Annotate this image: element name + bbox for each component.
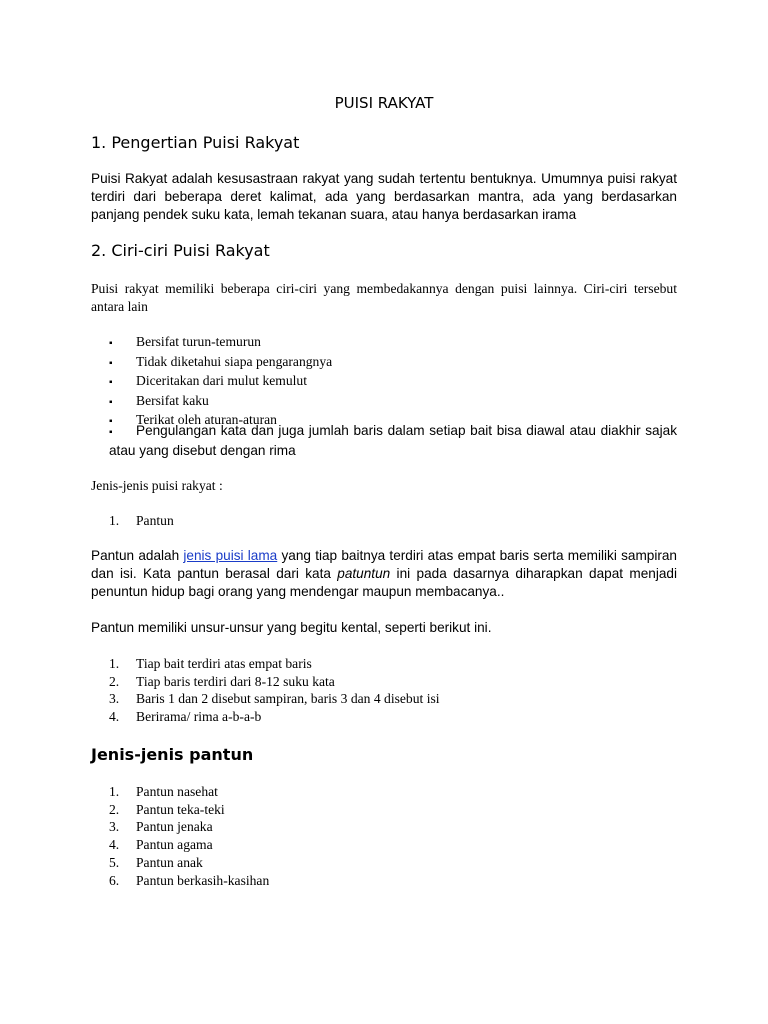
list-item bbox=[109, 854, 677, 872]
list-number: 3. bbox=[109, 819, 120, 835]
unsur-intro: Pantun memiliki unsur-unsur yang begitu kental, seperti berikut ini. bbox=[91, 620, 492, 635]
ciri-last-bullet bbox=[109, 422, 677, 460]
bullet-marker: ▪ bbox=[109, 377, 113, 388]
list-item-text: Baris 1 dan 2 disebut sampiran, baris 3 dan 4 disebut isi bbox=[136, 691, 440, 707]
list-item-text: Pantun teka-teki bbox=[136, 801, 225, 817]
list-item-text: Pengulangan kata dan juga jumlah baris dalam setiap bait bisa diawal atau diakhir sajak atau yang disebut dengan rima bbox=[109, 423, 677, 458]
italic-term: patuntun bbox=[337, 566, 391, 581]
list-item bbox=[109, 372, 677, 392]
jenis-puisi-lama-link[interactable]: jenis puisi lama bbox=[183, 548, 278, 563]
list-number: 4. bbox=[109, 709, 120, 725]
list-item bbox=[109, 690, 677, 708]
list-item-text: Tiap bait terdiri atas empat baris bbox=[136, 656, 312, 671]
list-item-text: Tidak diketahui siapa pengarangnya bbox=[136, 353, 333, 369]
jenis-pantun-list bbox=[109, 783, 677, 889]
unsur-list bbox=[109, 655, 677, 726]
jenis-pantun-heading: Jenis-jenis pantun bbox=[91, 745, 254, 764]
list-item bbox=[109, 333, 677, 353]
bullet-marker: ▪ bbox=[109, 416, 113, 427]
list-item bbox=[109, 512, 677, 530]
list-number: 2. bbox=[109, 673, 120, 689]
list-item-text: Pantun bbox=[136, 513, 174, 528]
list-item-text: Diceritakan dari mulut kemulut bbox=[136, 373, 308, 388]
list-item bbox=[109, 801, 677, 819]
list-number: 4. bbox=[109, 837, 120, 853]
text-run: ini pada dasarnya diharapkan dapat menjadi penuntun hidup bagi orang yang mendengar maupun membacanya.. bbox=[91, 566, 677, 599]
list-item bbox=[109, 836, 677, 854]
list-item-text: Pantun berkasih-kasihan bbox=[136, 872, 270, 888]
list-item-text: Bersifat kaku bbox=[136, 392, 209, 408]
list-number: 1. bbox=[109, 784, 120, 799]
list-item-text: Pantun jenaka bbox=[136, 819, 213, 835]
section1-heading: 1. Pengertian Puisi Rakyat bbox=[91, 133, 300, 152]
list-item-text: Terikat oleh aturan-aturan bbox=[136, 412, 277, 427]
list-item-text: Berirama/ rima a-b-a-b bbox=[136, 709, 262, 725]
jenis-list bbox=[109, 512, 677, 530]
bullet-marker: ▪ bbox=[109, 427, 113, 438]
section2-intro: Puisi rakyat memiliki beberapa ciri-ciri yang membedakannya dengan puisi lainnya. Ciri-ciri tersebut antara lain bbox=[91, 281, 677, 314]
list-item-text: Pantun nasehat bbox=[136, 784, 218, 799]
list-number: 2. bbox=[109, 801, 120, 817]
list-item bbox=[109, 818, 677, 836]
list-number: 5. bbox=[109, 854, 120, 870]
list-item bbox=[109, 872, 677, 890]
section1-paragraph: Puisi Rakyat adalah kesusastraan rakyat yang sudah tertentu bentuknya. Umumnya puisi rakyat terdiri dari beberapa deret kalimat, ada yang berdasarkan mantra, ada yang berdasarkan panjang pendek suku kata, lemah tekanan suara, atau hanya berdasarkan irama bbox=[91, 171, 677, 222]
list-number: 6. bbox=[109, 872, 120, 888]
text-run: Pantun adalah bbox=[91, 548, 184, 563]
list-item bbox=[109, 673, 677, 691]
text-run: yang tiap baitnya terdiri atas empat baris serta memiliki sampiran dan isi. Kata pantun berasal dari kata bbox=[91, 548, 677, 581]
jenis-intro: Jenis-jenis puisi rakyat : bbox=[91, 478, 223, 493]
list-item bbox=[109, 783, 677, 801]
list-item bbox=[109, 655, 677, 673]
bullet-marker: ▪ bbox=[109, 396, 113, 408]
list-item-text: Tiap baris terdiri dari 8-12 suku kata bbox=[136, 673, 335, 689]
bullet-marker: ▪ bbox=[109, 357, 113, 369]
list-item bbox=[109, 392, 677, 412]
list-number: 1. bbox=[109, 656, 120, 671]
bullet-marker: ▪ bbox=[109, 338, 113, 349]
page-title: PUISI RAKYAT bbox=[334, 94, 434, 112]
list-item-text: Bersifat turun-temurun bbox=[136, 334, 261, 349]
list-item-text: Pantun anak bbox=[136, 854, 203, 870]
list-number: 1. bbox=[109, 513, 120, 528]
section2-heading: 2. Ciri-ciri Puisi Rakyat bbox=[91, 241, 270, 260]
list-item bbox=[109, 708, 677, 726]
list-item-text: Pantun agama bbox=[136, 837, 213, 853]
pantun-definition bbox=[91, 547, 677, 601]
list-number: 3. bbox=[109, 691, 120, 707]
list-item bbox=[109, 353, 677, 373]
ciri-bullet-list bbox=[109, 333, 677, 431]
